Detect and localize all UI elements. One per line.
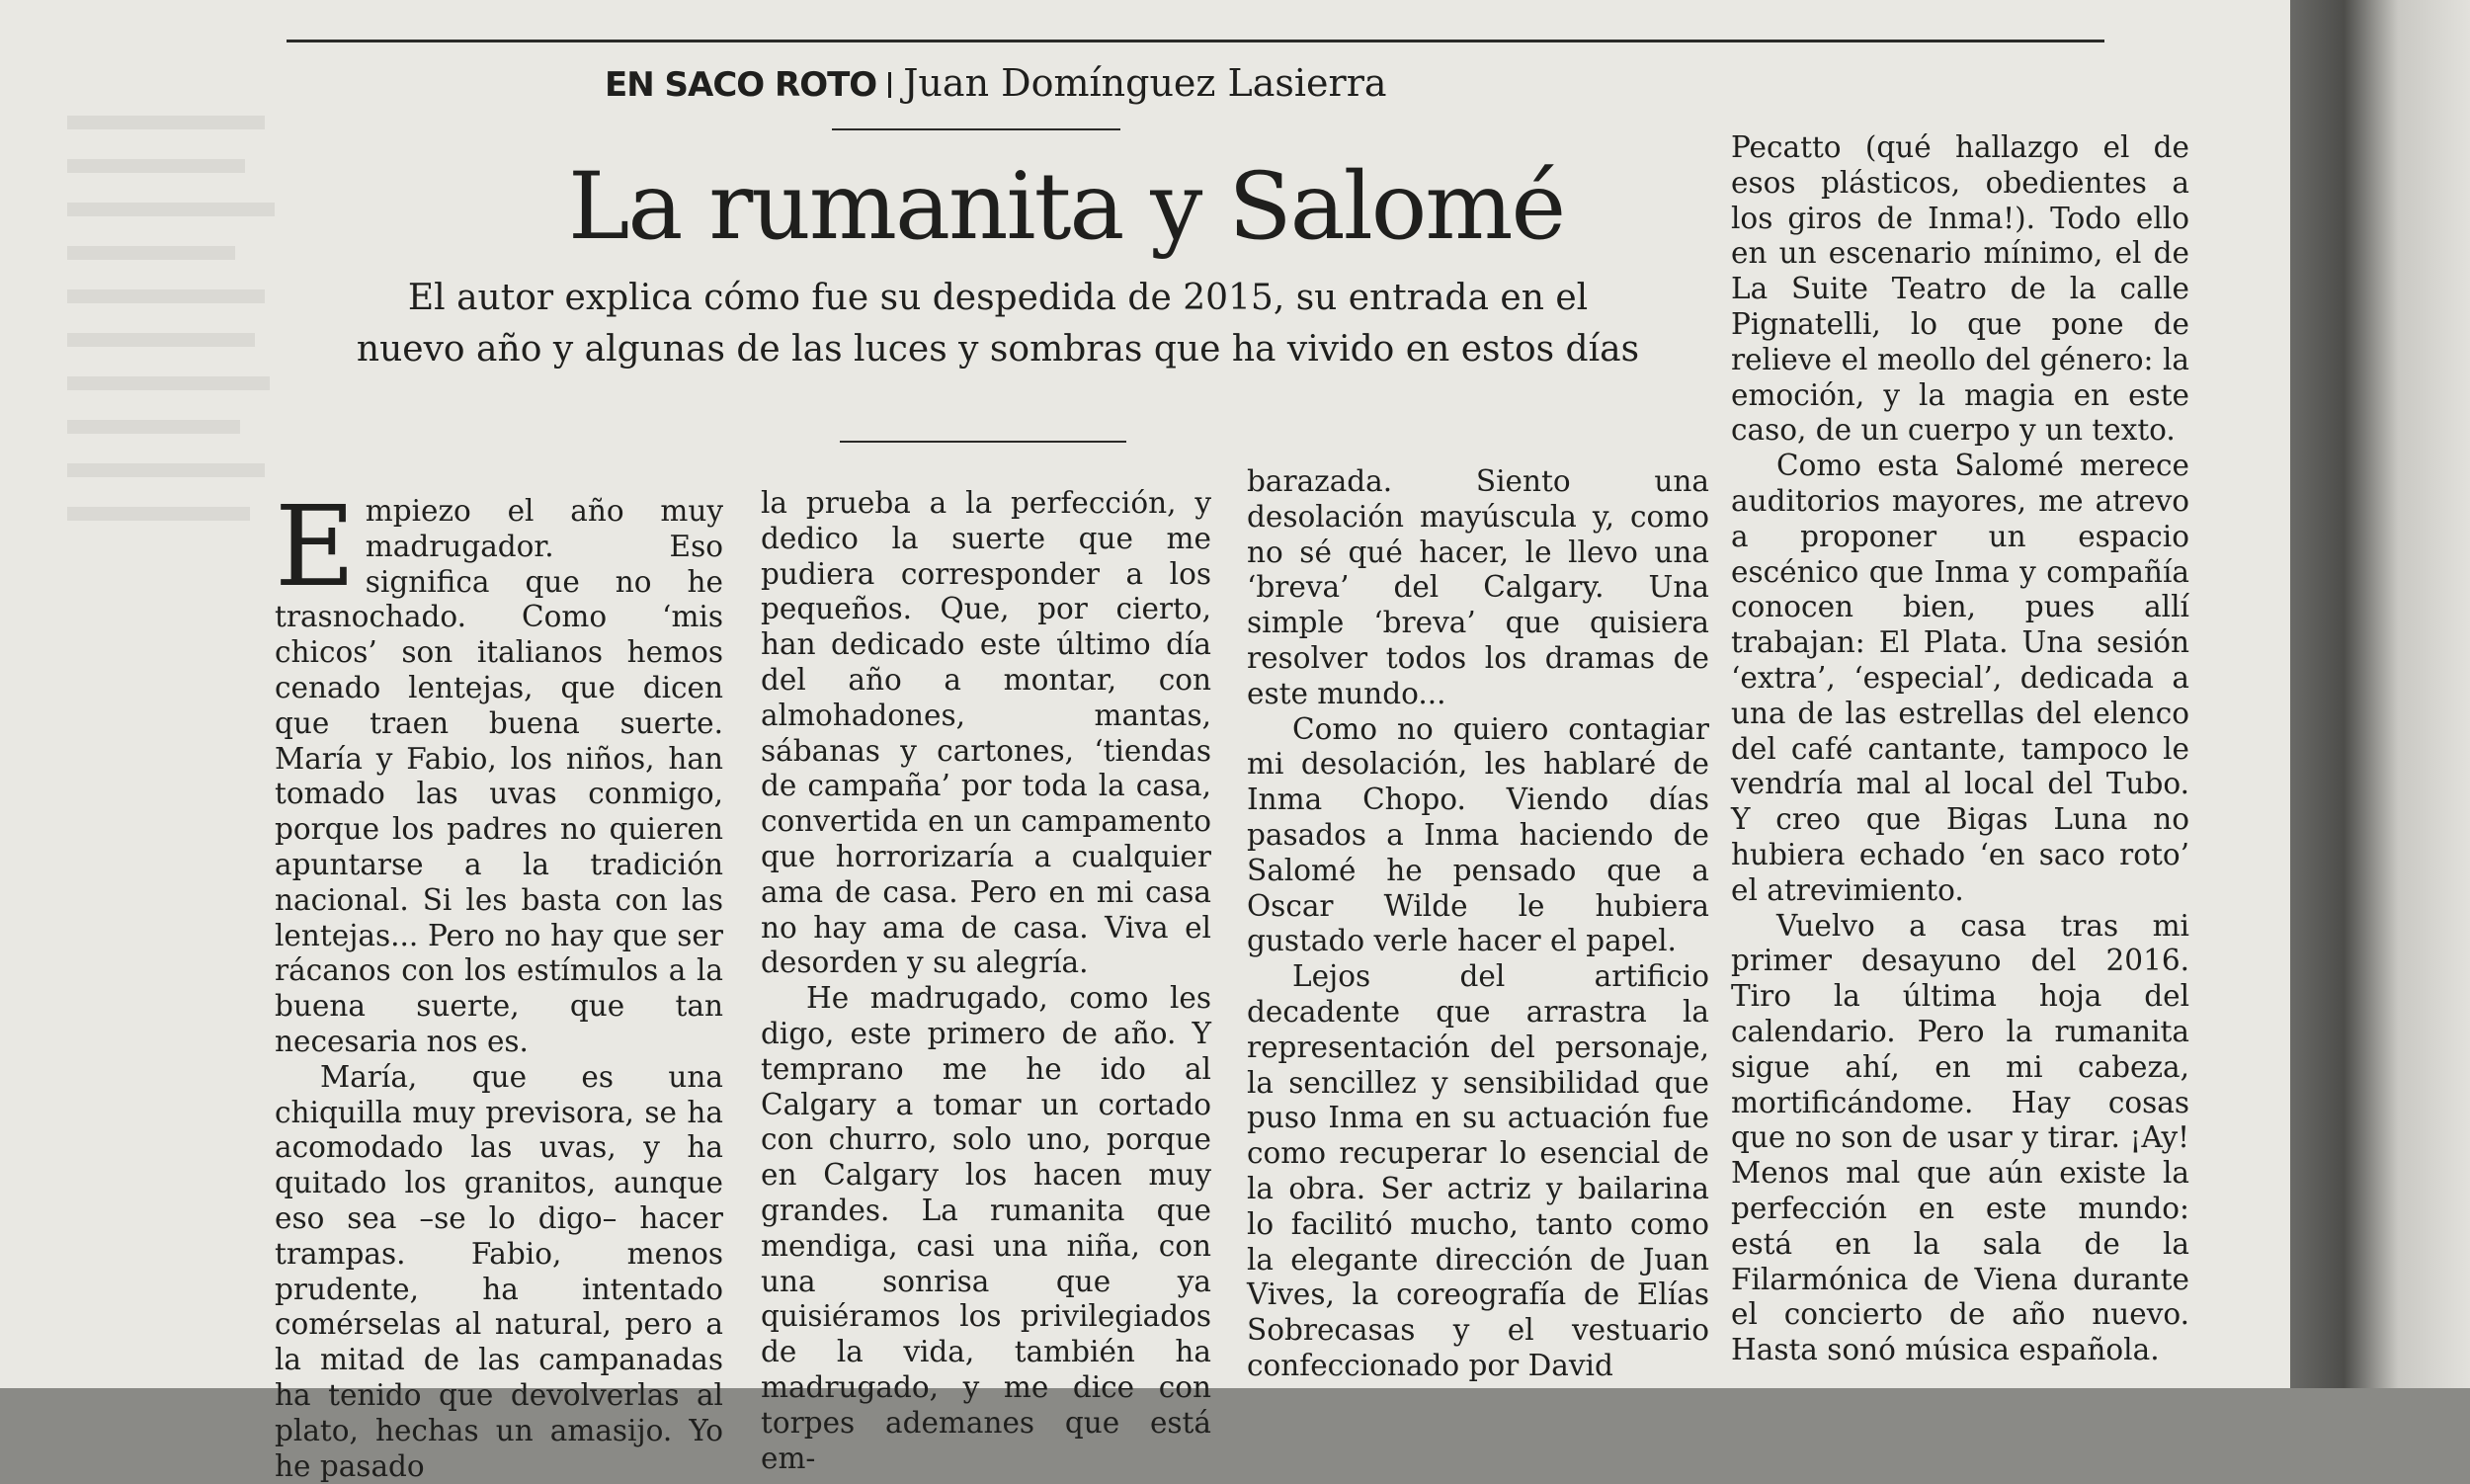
- column-2: [761, 486, 1211, 1476]
- headline: La rumanita y Salomé: [568, 153, 1565, 261]
- col4-paragraph-3: Vuelvo a casa tras mi primer desayuno del 2016. Tiro la última hoja del calendario. Pero la rumanita sigue ahí, en mi cabeza, mortificándome. Hay cosas que no son de usar y tirar. ¡Ay! Menos mal que aún existe la perfección en este mundo: está en la sala de la Filarmónica de Viena durante el concierto de año nuevo. Hasta sonó música española.: [1731, 908, 2189, 1367]
- col1-paragraph-2: María, que es una chiquilla muy previsora, se ha acomodado las uvas, y ha quitado los granitos, aunque eso sea –se lo digo– hacer trampas. Fabio, menos prudente, ha intentado comérselas al natural, pero a la mitad de las campanadas ha tenido que devolverlas al plato, hechas un amasijo. Yo he pasado: [275, 1059, 723, 1483]
- col2-paragraph-2: He madrugado, como les digo, este primero de año. Y temprano me he ido al Calgary a tomar un cortado con churro, solo uno, porque en Calgary los hacen muy grandes. La rumanita que mendiga, casi una niña, con una sonrisa que ya quisiéramos los privilegiados de la vida, también ha madrugado, y me dice con torpes ademanes que está em-: [761, 981, 1211, 1475]
- bleed-through-text: [30, 59, 285, 851]
- top-rule: [287, 40, 2104, 42]
- section-label: EN SACO ROTO: [605, 65, 877, 105]
- col1-p1-text: mpiezo el año muy madrugador. Eso significa que no he trasnochado. Como ‘mis chicos’ son italianos hemos cenado lentejas, que dicen que traen buena suerte. María y Fabio, los niños, han tomado las uvas conmigo, porque los padres no quieren apuntarse a la tradición nacional. Si les basta con las lentejas... Pero no hay que ser rácanos con los estímulos a la buena suerte, que tan necesaria nos es.: [275, 494, 723, 1058]
- column-4: [1731, 130, 2189, 1368]
- byline: [605, 59, 1387, 109]
- col4-paragraph-2: Como esta Salomé merece auditorios mayores, me atrevo a proponer un espacio escénico que Inma y compañía conocen bien, pues allí trabajan: El Plata. Una sesión ‘extra’, ‘especial’, dedicada a una de las estrellas del elenco del café cantante, tampoco le vendría mal al local del Tubo. Y creo que Bigas Luna no hubiera echado ‘en saco roto’ el atrevimiento.: [1731, 449, 2189, 907]
- headline-rule-top: [832, 128, 1120, 130]
- col1-paragraph-1: [275, 483, 723, 1060]
- drop-cap: E: [275, 483, 356, 612]
- bleed-through-texture: [67, 103, 285, 794]
- page-gutter-shadow: [2290, 0, 2470, 1388]
- column-3: [1247, 464, 1709, 1384]
- col2-paragraph-1: la prueba a la perfección, y dedico la suerte que me pudiera corresponder a los pequeños. Que, por cierto, han dedicado este último día del año a montar, con almohadones, mantas, sábanas y cartones, ‘tiendas de campaña’ por toda la casa, convertida en un campamento que horrorizaría a cualquier ama de casa. Pero en mi casa no hay ama de casa. Viva el desorden y su alegría.: [761, 486, 1211, 980]
- col3-paragraph-2: Como no quiero contagiar mi desolación, les hablaré de Inma Chopo. Viendo días pasados a Inma haciendo de Salomé he pensado que a Oscar Wilde le hubiera gustado verle hacer el papel.: [1247, 711, 1709, 958]
- col3-paragraph-1: barazada. Siento una desolación mayúscula y, como no sé qué hacer, le llevo una ‘breva’ del Calgary. Una simple ‘breva’ que quisiera resolver todos los dramas de este mundo...: [1247, 464, 1709, 710]
- col3-paragraph-3: Lejos del artificio decadente que arrastra la representación del personaje, la sencillez y sensibilidad que puso Inma en su actuación fue como recuperar lo esencial de la obra. Ser actriz y bailarina lo facilitó mucho, tanto como la elegante dirección de Juan Vives, la coreografía de Elías Sobrecasas y el vestuario confeccionado por David: [1247, 959, 1709, 1382]
- col4-paragraph-1: Pecatto (qué hallazgo el de esos plásticos, obedientes a los giros de Inma!). Todo ello en un escenario mínimo, el de La Suite Teatro de la calle Pignatelli, lo que pone de relieve el meollo del género: la emoción, y la magia en este caso, de un cuerpo y un texto.: [1731, 130, 2189, 448]
- author-name: Juan Domínguez Lasierra: [903, 61, 1387, 105]
- byline-separator: [888, 72, 891, 98]
- subhead-rule-bottom: [840, 441, 1126, 443]
- column-1: [275, 483, 723, 1484]
- subhead: El autor explica cómo fue su despedida de 2015, su entrada en el nuevo año y algunas de las luces y sombras que ha vivido en estos días: [356, 278, 1640, 370]
